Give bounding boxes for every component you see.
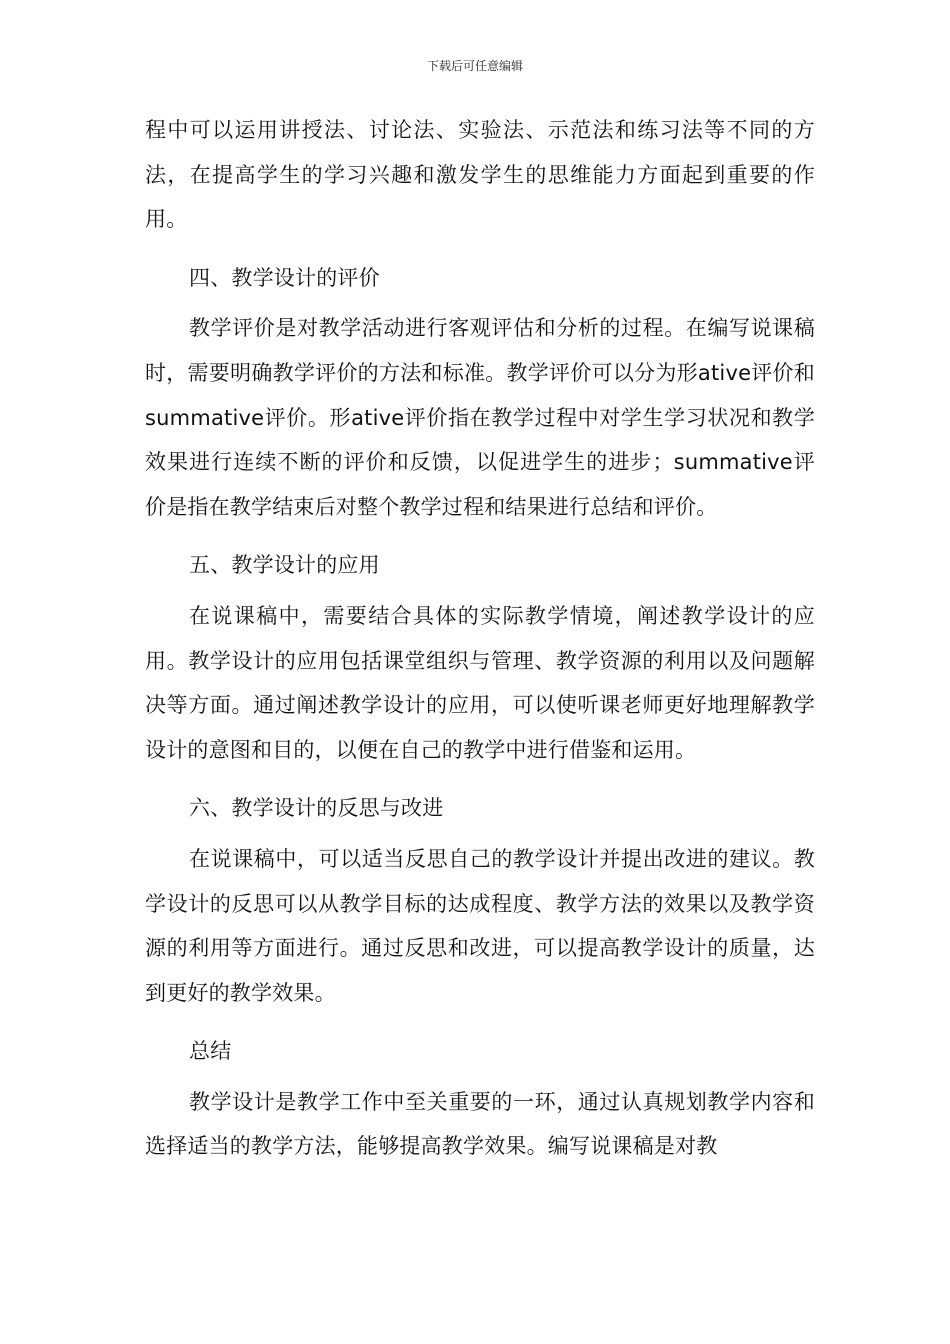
section-heading-evaluation: 四、教学设计的评价	[189, 265, 380, 290]
section-heading-reflection: 六、教学设计的反思与改进	[189, 796, 444, 821]
page-header: 下载后可任意编辑	[426, 59, 523, 73]
paragraph-reflection: 在说课稿中，可以适当反思自己的教学设计并提出改进的建议。教学设计的反思可以从教学目标的达成程度、教学方法的效果以及教学资源的利用等方面进行。通过反思和改进，可以提高教学设计的质量，达到更好的教学效果。	[145, 846, 815, 1005]
paragraph-application: 在说课稿中，需要结合具体的实际教学情境，阐述教学设计的应用。教学设计的应用包括课堂组织与管理、教学资源的利用以及问题解决等方面。通过阐述教学设计的应用，可以使听课老师更好地理解教学设计的意图和目的，以便在自己的教学中进行借鉴和运用。	[145, 603, 815, 762]
document-body	[145, 108, 815, 1175]
paragraph-summary: 教学设计是教学工作中至关重要的一环，通过认真规划教学内容和选择适当的教学方法，能够提高教学效果。编写说课稿是对教	[145, 1089, 815, 1159]
paragraph-evaluation: 教学评价是对教学活动进行客观评估和分析的过程。在编写说课稿时，需要明确教学评价的方法和标准。教学评价可以分为形ative评价和summative评价。形ative评价指在教学过程中对学生学习状况和教学效果进行连续不断的评价和反馈，以促进学生的进步；summative评价是指在教学结束后对整个教学过程和结果进行总结和评价。	[145, 316, 815, 519]
paragraph-continued: 程中可以运用讲授法、讨论法、实验法、示范法和练习法等不同的方法，在提高学生的学习兴趣和激发学生的思维能力方面起到重要的作用。	[145, 118, 815, 232]
section-heading-application: 五、教学设计的应用	[189, 553, 380, 578]
section-heading-summary: 总结	[189, 1039, 232, 1064]
